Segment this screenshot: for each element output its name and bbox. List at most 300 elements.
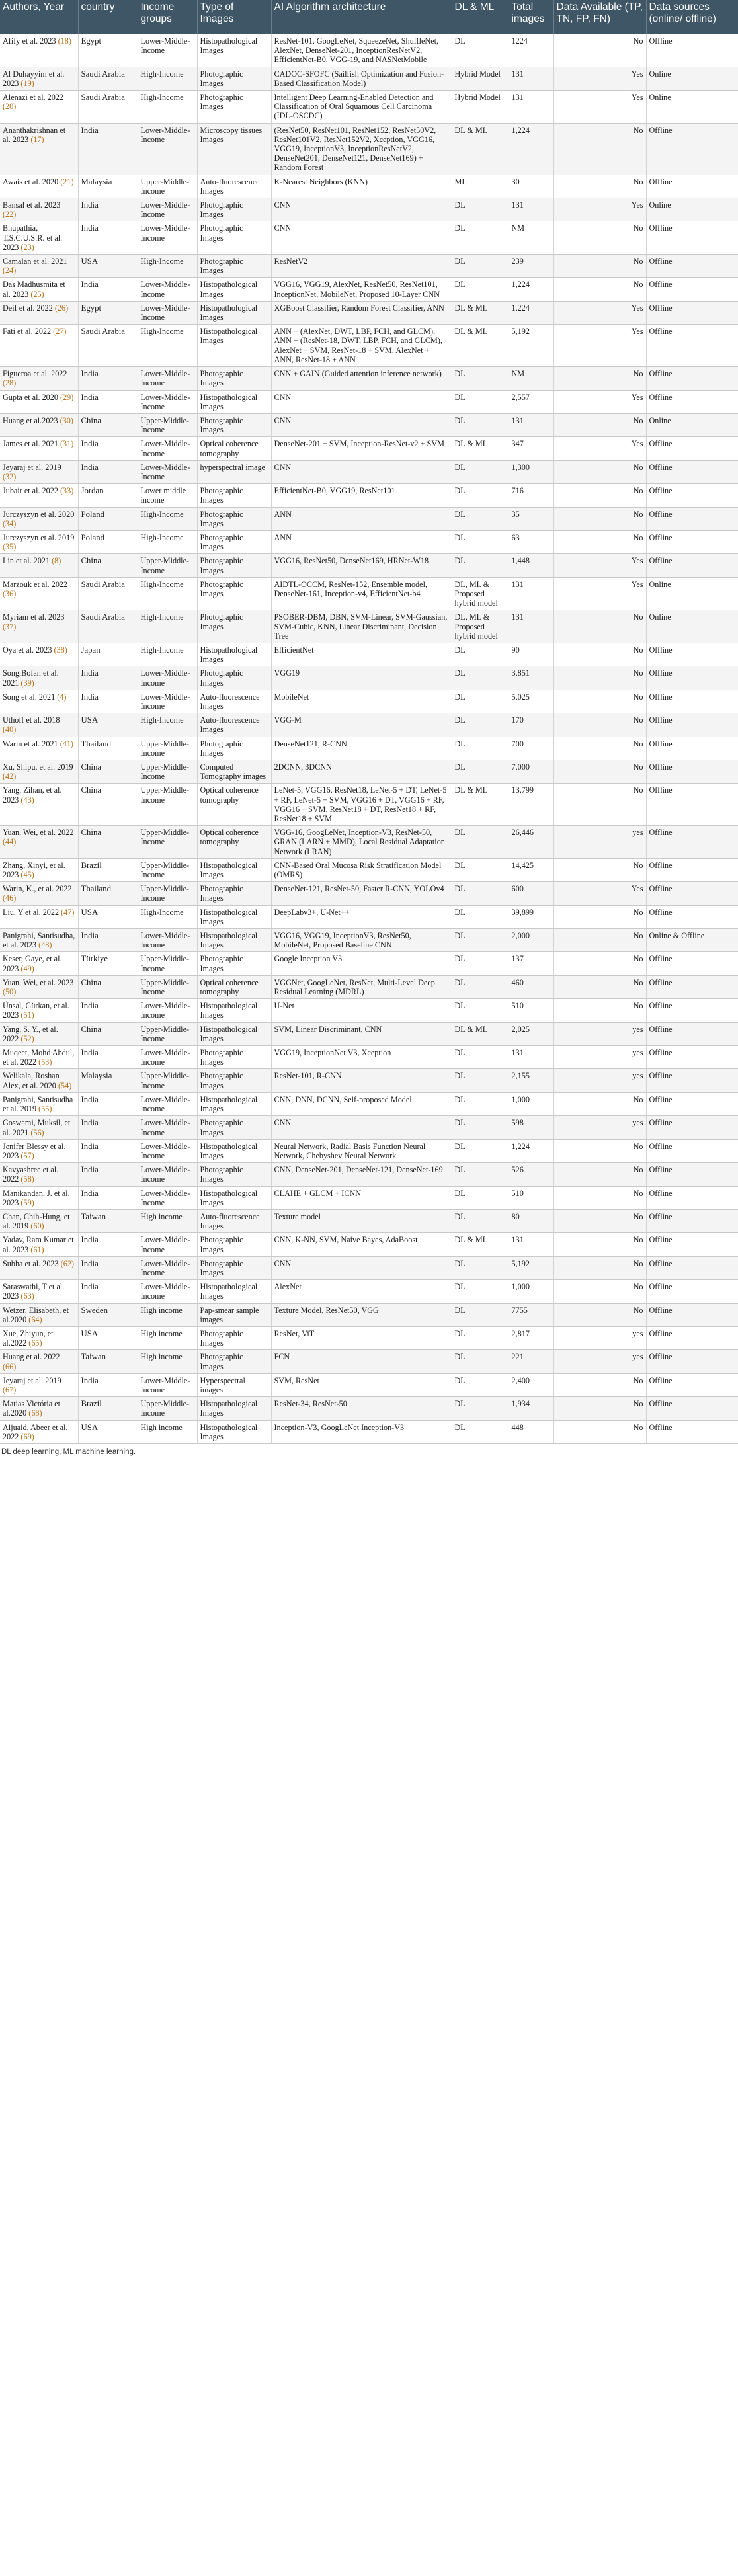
reference-link[interactable]: (29) [60,392,74,402]
reference-link[interactable]: (17) [30,134,44,144]
reference-link[interactable]: (26) [54,303,69,313]
table-body [0,34,738,1443]
cell-dlml: DL [452,975,509,998]
cell-income: High-Income [138,255,197,278]
cell-total: 131 [509,91,554,124]
cell-type: Histopathological Images [197,1139,271,1162]
cell-income: Lower-Middle-Income [138,123,197,175]
reference-link[interactable]: (30) [60,415,73,425]
cell-type: Histopathological Images [197,1186,271,1209]
cell-avail: Yes [554,67,646,90]
cell-source: Offline [646,882,738,905]
reference-link[interactable]: (24) [3,266,17,276]
cell-author [0,929,78,952]
cell-type: Photographic Images [197,91,271,124]
cell-type: Hyperspectral images [197,1373,271,1396]
cell-type: Photographic Images [197,413,271,436]
reference-link[interactable]: (25) [30,289,44,299]
cell-avail: No [554,1163,646,1186]
cell-dlml: DL [452,530,509,553]
cell-arch: DenseNet-121, ResNet-50, Faster R-CNN, YOLOv4 [271,882,452,905]
reference-link[interactable]: (18) [58,36,71,46]
cell-type: Photographic Images [197,507,271,530]
reference-link[interactable]: (41) [60,739,73,748]
reference-link[interactable]: (31) [60,439,74,449]
cell-dlml: DL [452,1326,509,1349]
cell-arch: MobileNet [271,690,452,713]
cell-total: 1,224 [509,1139,554,1162]
cell-author [0,413,78,436]
table-row [0,123,738,175]
reference-link[interactable]: (67) [3,1385,17,1394]
cell-dlml: DL [452,484,509,507]
reference-link[interactable]: (27) [53,327,67,337]
table-row [0,255,738,278]
cell-income: Upper-Middle-Income [138,826,197,859]
table-row [0,1373,738,1396]
author-text: Jurczyszyn et al. 2019 [3,532,75,542]
reference-link[interactable]: (49) [20,963,34,973]
reference-link[interactable]: (32) [3,471,17,481]
reference-link[interactable]: (44) [3,837,17,847]
cell-total: 131 [509,198,554,221]
cell-total: 460 [509,975,554,998]
cell-source: Offline [646,760,738,784]
cell-country: India [78,1163,138,1186]
reference-link[interactable]: (61) [30,1244,44,1254]
reference-link[interactable]: (42) [3,772,17,782]
reference-link[interactable]: (37) [3,622,17,631]
cell-avail: No [554,1397,646,1420]
cell-source: Offline [646,975,738,998]
cell-income: Upper-Middle-Income [138,858,197,881]
table-row [0,643,738,666]
cell-dlml: DL, ML & Proposed hybrid model [452,577,509,610]
cell-author [0,278,78,301]
cell-arch: Intelligent Deep Learning-Enabled Detection and Classification of Oral Squamous Cell Carcinoma (IDL-OSCDC) [271,91,452,124]
author-text: Goswami, Muksil, et al. 2021 [3,1118,71,1137]
cell-total: 30 [509,175,554,198]
author-text: Jeyaraj et al. 2019 [3,1375,62,1385]
reference-link[interactable]: (33) [60,486,74,496]
cell-income: Upper-Middle-Income [138,413,197,436]
table-row [0,1022,738,1045]
author-text: Marzouk et al. 2022 [3,579,68,589]
cell-source: Offline [646,1163,738,1186]
cell-source: Offline [646,34,738,67]
cell-dlml: DL & ML [452,437,509,460]
cell-author [0,1256,78,1279]
author-text: Panigrahi, Santisudha, et al. 2023 [3,931,75,950]
cell-author [0,1350,78,1373]
cell-total: 239 [509,255,554,278]
cell-arch: CLAHE + GLCM + ICNN [271,1186,452,1209]
reference-link[interactable]: (51) [20,1010,34,1020]
reference-link[interactable]: (58) [20,1174,34,1184]
cell-arch: CNN, DenseNet-201, DenseNet-121, DenseNet-169 [271,1163,452,1186]
cell-dlml: DL [452,643,509,666]
cell-avail: Yes [554,437,646,460]
cell-avail: Yes [554,325,646,367]
column-header: DL & ML [452,0,509,34]
cell-avail: No [554,255,646,278]
table-row [0,437,738,460]
cell-dlml: DL [452,460,509,483]
cell-dlml: DL [452,999,509,1022]
cell-income: Lower-Middle-Income [138,34,197,67]
cell-author [0,784,78,826]
reference-link[interactable]: (48) [38,940,52,950]
cell-total: 526 [509,1163,554,1186]
reference-link[interactable]: (36) [3,588,17,598]
cell-avail: No [554,690,646,713]
cell-arch: SVM, Linear Discriminant, CNN [271,1022,452,1045]
cell-country: India [78,1092,138,1115]
cell-income: High income [138,1350,197,1373]
table-row [0,1233,738,1256]
reference-link[interactable]: (53) [38,1057,52,1067]
cell-dlml: DL [452,858,509,881]
cell-type: Auto-fluorescence Images [197,690,271,713]
cell-country: India [78,390,138,413]
cell-total: 1,300 [509,460,554,483]
cell-source: Offline [646,1350,738,1373]
cell-total: 137 [509,952,554,975]
cell-avail: No [554,905,646,928]
reference-link[interactable]: (21) [60,177,74,186]
reference-link[interactable]: (46) [3,893,17,903]
reference-link[interactable]: (8) [52,556,62,566]
cell-source: Offline [646,325,738,367]
cell-total: 448 [509,1420,554,1443]
cell-avail: yes [554,1116,646,1139]
reference-link[interactable]: (54) [58,1080,72,1090]
cell-type: Photographic Images [197,1326,271,1349]
reference-link[interactable]: (59) [20,1197,34,1207]
cell-dlml: Hybrid Model [452,67,509,90]
author-text: Xu, Shipu, et al. 2019 [3,762,73,772]
author-text: Yuan, Wei, et al. 2023 [3,977,74,987]
reference-link[interactable]: (56) [30,1127,44,1137]
cell-dlml: DL & ML [452,325,509,367]
reference-link[interactable]: (68) [28,1408,42,1418]
cell-author [0,1280,78,1303]
cell-dlml: DL [452,690,509,713]
reference-link[interactable]: (40) [3,725,17,735]
table-footnote: DL deep learning, ML machine learning. [1,1447,136,1456]
cell-author [0,577,78,610]
cell-type: Optical coherence tomography [197,975,271,998]
cell-type: Photographic Images [197,1233,271,1256]
cell-country: China [78,826,138,859]
cell-total: 80 [509,1209,554,1232]
cell-source: Online [646,91,738,124]
cell-country: Egypt [78,34,138,67]
cell-country: Saudi Arabia [78,67,138,90]
cell-source: Offline [646,507,738,530]
table-row [0,1139,738,1162]
author-text: Afify et al. 2023 [3,36,56,46]
cell-country: Saudi Arabia [78,610,138,643]
author-text: Ünsal, Gürkan, et al. 2023 [3,1001,69,1020]
table-row [0,460,738,483]
table-row [0,1209,738,1232]
table-row [0,713,738,737]
cell-author [0,1116,78,1139]
cell-type: Optical coherence tomography [197,784,271,826]
table-row [0,1420,738,1443]
cell-type: Photographic Images [197,1046,271,1069]
author-text: Fati et al. 2022 [3,327,52,337]
cell-source: Offline [646,301,738,324]
cell-income: Lower-Middle-Income [138,278,197,301]
cell-author [0,1022,78,1045]
cell-total: 7,000 [509,760,554,784]
column-header: Total images [509,0,554,34]
cell-source: Online [646,577,738,610]
cell-total: 131 [509,1046,554,1069]
cell-avail: No [554,278,646,301]
cell-avail: Yes [554,198,646,221]
cell-type: Photographic Images [197,198,271,221]
cell-source: Offline [646,905,738,928]
cell-dlml: DL [452,952,509,975]
cell-source: Offline [646,1397,738,1420]
reference-link[interactable]: (57) [20,1150,34,1160]
cell-total: 700 [509,737,554,760]
cell-income: Lower-Middle-Income [138,198,197,221]
cell-total: 1,224 [509,278,554,301]
author-text: Deif et al. 2022 [3,303,53,313]
cell-arch: ANN [271,530,452,553]
reference-link[interactable]: (19) [20,78,34,88]
column-header: country [78,0,138,34]
cell-dlml: DL [452,905,509,928]
cell-avail: No [554,1092,646,1115]
author-text: Zhang, Xinyi, et al. 2023 [3,860,65,880]
cell-total: 1,000 [509,1280,554,1303]
cell-country: USA [78,1420,138,1443]
cell-source: Online [646,198,738,221]
cell-total: 5,025 [509,690,554,713]
table-row [0,1280,738,1303]
cell-type: Photographic Images [197,666,271,690]
cell-country: Thailand [78,737,138,760]
cell-type: Histopathological Images [197,390,271,413]
cell-dlml: DL [452,507,509,530]
cell-income: Lower-Middle-Income [138,1233,197,1256]
author-text: Saraswathi, T et al. 2023 [3,1282,65,1301]
table-row [0,413,738,436]
reference-link[interactable]: (4) [57,692,67,702]
table-row [0,507,738,530]
cell-avail: yes [554,1046,646,1069]
reference-link[interactable]: (62) [60,1258,74,1268]
reference-link[interactable]: (34) [3,518,17,528]
cell-income: Upper-Middle-Income [138,760,197,784]
cell-dlml: DL [452,929,509,952]
cell-income: Lower-Middle-Income [138,301,197,324]
table-row [0,760,738,784]
table-row [0,91,738,124]
cell-arch: ResNetV2 [271,255,452,278]
cell-arch: CNN [271,1256,452,1279]
cell-country: Taiwan [78,1350,138,1373]
reference-link[interactable]: (66) [3,1361,17,1371]
cell-country: Türkiye [78,952,138,975]
cell-author [0,882,78,905]
cell-total: 2,155 [509,1069,554,1092]
cell-dlml: DL [452,1350,509,1373]
cell-author [0,999,78,1022]
table-row [0,278,738,301]
cell-author [0,1163,78,1186]
cell-source: Offline [646,123,738,175]
column-header: AI Algorithm architecture [271,0,452,34]
cell-income: High income [138,1420,197,1443]
cell-income: High income [138,1209,197,1232]
cell-source: Offline [646,255,738,278]
cell-income: Upper-Middle-Income [138,175,197,198]
cell-type: Histopathological Images [197,1280,271,1303]
cell-country: India [78,1116,138,1139]
reference-link[interactable]: (45) [20,870,34,880]
cell-avail: Yes [554,390,646,413]
reference-link[interactable]: (69) [20,1431,34,1441]
cell-total: 63 [509,530,554,553]
cell-avail: No [554,1233,646,1256]
author-text: Manikandan, J. et al. 2023 [3,1188,70,1207]
cell-country: USA [78,1326,138,1349]
reference-link[interactable]: (65) [28,1338,42,1348]
cell-type: Histopathological Images [197,325,271,367]
reference-link[interactable]: (20) [3,102,17,112]
reference-link[interactable]: (38) [54,645,67,655]
cell-arch: VGG19 [271,666,452,690]
table-row [0,610,738,643]
cell-dlml: DL [452,1046,509,1069]
cell-type: Photographic Images [197,1256,271,1279]
cell-author [0,1069,78,1092]
cell-source: Offline [646,643,738,666]
cell-dlml: DL [452,413,509,436]
table-row [0,34,738,67]
author-text: Warin, K., et al. 2022 [3,884,72,894]
cell-source: Offline [646,858,738,881]
cell-type: hyperspectral image [197,460,271,483]
author-text: Liu, Y et al. 2022 [3,907,60,917]
cell-author [0,1139,78,1162]
table-row [0,1069,738,1092]
cell-country: China [78,413,138,436]
cell-country: India [78,1280,138,1303]
author-text: Uthoff et al. 2018 [3,715,60,725]
cell-total: 600 [509,882,554,905]
table-row [0,175,738,198]
cell-country: Sweden [78,1303,138,1326]
cell-dlml: DL & ML [452,301,509,324]
cell-dlml: DL [452,390,509,413]
reference-link[interactable]: (43) [20,795,34,805]
reference-link[interactable]: (22) [3,210,17,220]
reference-link[interactable]: (60) [30,1221,44,1231]
reference-link[interactable]: (23) [20,242,34,252]
author-text: Subha et al. 2023 [3,1258,59,1268]
cell-author [0,1373,78,1396]
reference-link[interactable]: (35) [3,542,17,552]
cell-author [0,1209,78,1232]
cell-source: Offline [646,390,738,413]
cell-avail: No [554,1373,646,1396]
reference-link[interactable]: (63) [20,1291,34,1301]
cell-arch: ANN [271,507,452,530]
cell-income: High income [138,1326,197,1349]
reference-link[interactable]: (39) [20,678,34,688]
column-header: Type of Images [197,0,271,34]
reference-link[interactable]: (55) [38,1104,52,1114]
cell-avail: No [554,367,646,390]
cell-author [0,905,78,928]
table-row [0,530,738,553]
cell-income: High-Income [138,643,197,666]
table-row [0,858,738,881]
cell-type: Auto-fluorescence Images [197,175,271,198]
cell-source: Offline [646,554,738,577]
cell-arch: CNN + GAIN (Guided attention inference network) [271,367,452,390]
cell-income: High-Income [138,577,197,610]
cell-country: Malaysia [78,175,138,198]
cell-total: 1,224 [509,301,554,324]
cell-arch: U-Net [271,999,452,1022]
cell-source: Online [646,413,738,436]
cell-dlml: DL [452,1256,509,1279]
cell-total: 221 [509,1350,554,1373]
cell-avail: No [554,1420,646,1443]
cell-arch: CNN [271,1116,452,1139]
table-row [0,690,738,713]
reference-link[interactable]: (28) [3,378,17,388]
cell-country: USA [78,905,138,928]
cell-country: India [78,123,138,175]
author-text: Awais et al. 2020 [3,177,59,186]
cell-country: India [78,1233,138,1256]
column-header: Data sources (online/ offline) [646,0,738,34]
cell-total: 510 [509,999,554,1022]
cell-dlml: DL [452,278,509,301]
reference-link[interactable]: (50) [3,987,17,997]
reference-link[interactable]: (64) [28,1314,42,1324]
cell-type: Photographic Images [197,882,271,905]
author-text: Jeyaraj et al. 2019 [3,462,62,472]
table-row [0,975,738,998]
cell-type: Photographic Images [197,484,271,507]
cell-total: 131 [509,1233,554,1256]
cell-country: India [78,278,138,301]
author-text: Muqeet, Mohd Abdul, et al. 2022 [3,1048,75,1067]
author-text: Camalan et al. 2021 [3,257,67,266]
reference-link[interactable]: (52) [20,1033,34,1043]
cell-country: Japan [78,643,138,666]
cell-type: Optical coherence tomography [197,826,271,859]
cell-arch: ResNet, ViT [271,1326,452,1349]
cell-source: Offline [646,1326,738,1349]
cell-arch: EfficientNet [271,643,452,666]
cell-arch: Texture Model, ResNet50, VGG [271,1303,452,1326]
table-row [0,952,738,975]
cell-type: Histopathological Images [197,643,271,666]
cell-income: Lower-Middle-Income [138,999,197,1022]
reference-link[interactable]: (47) [61,907,75,917]
